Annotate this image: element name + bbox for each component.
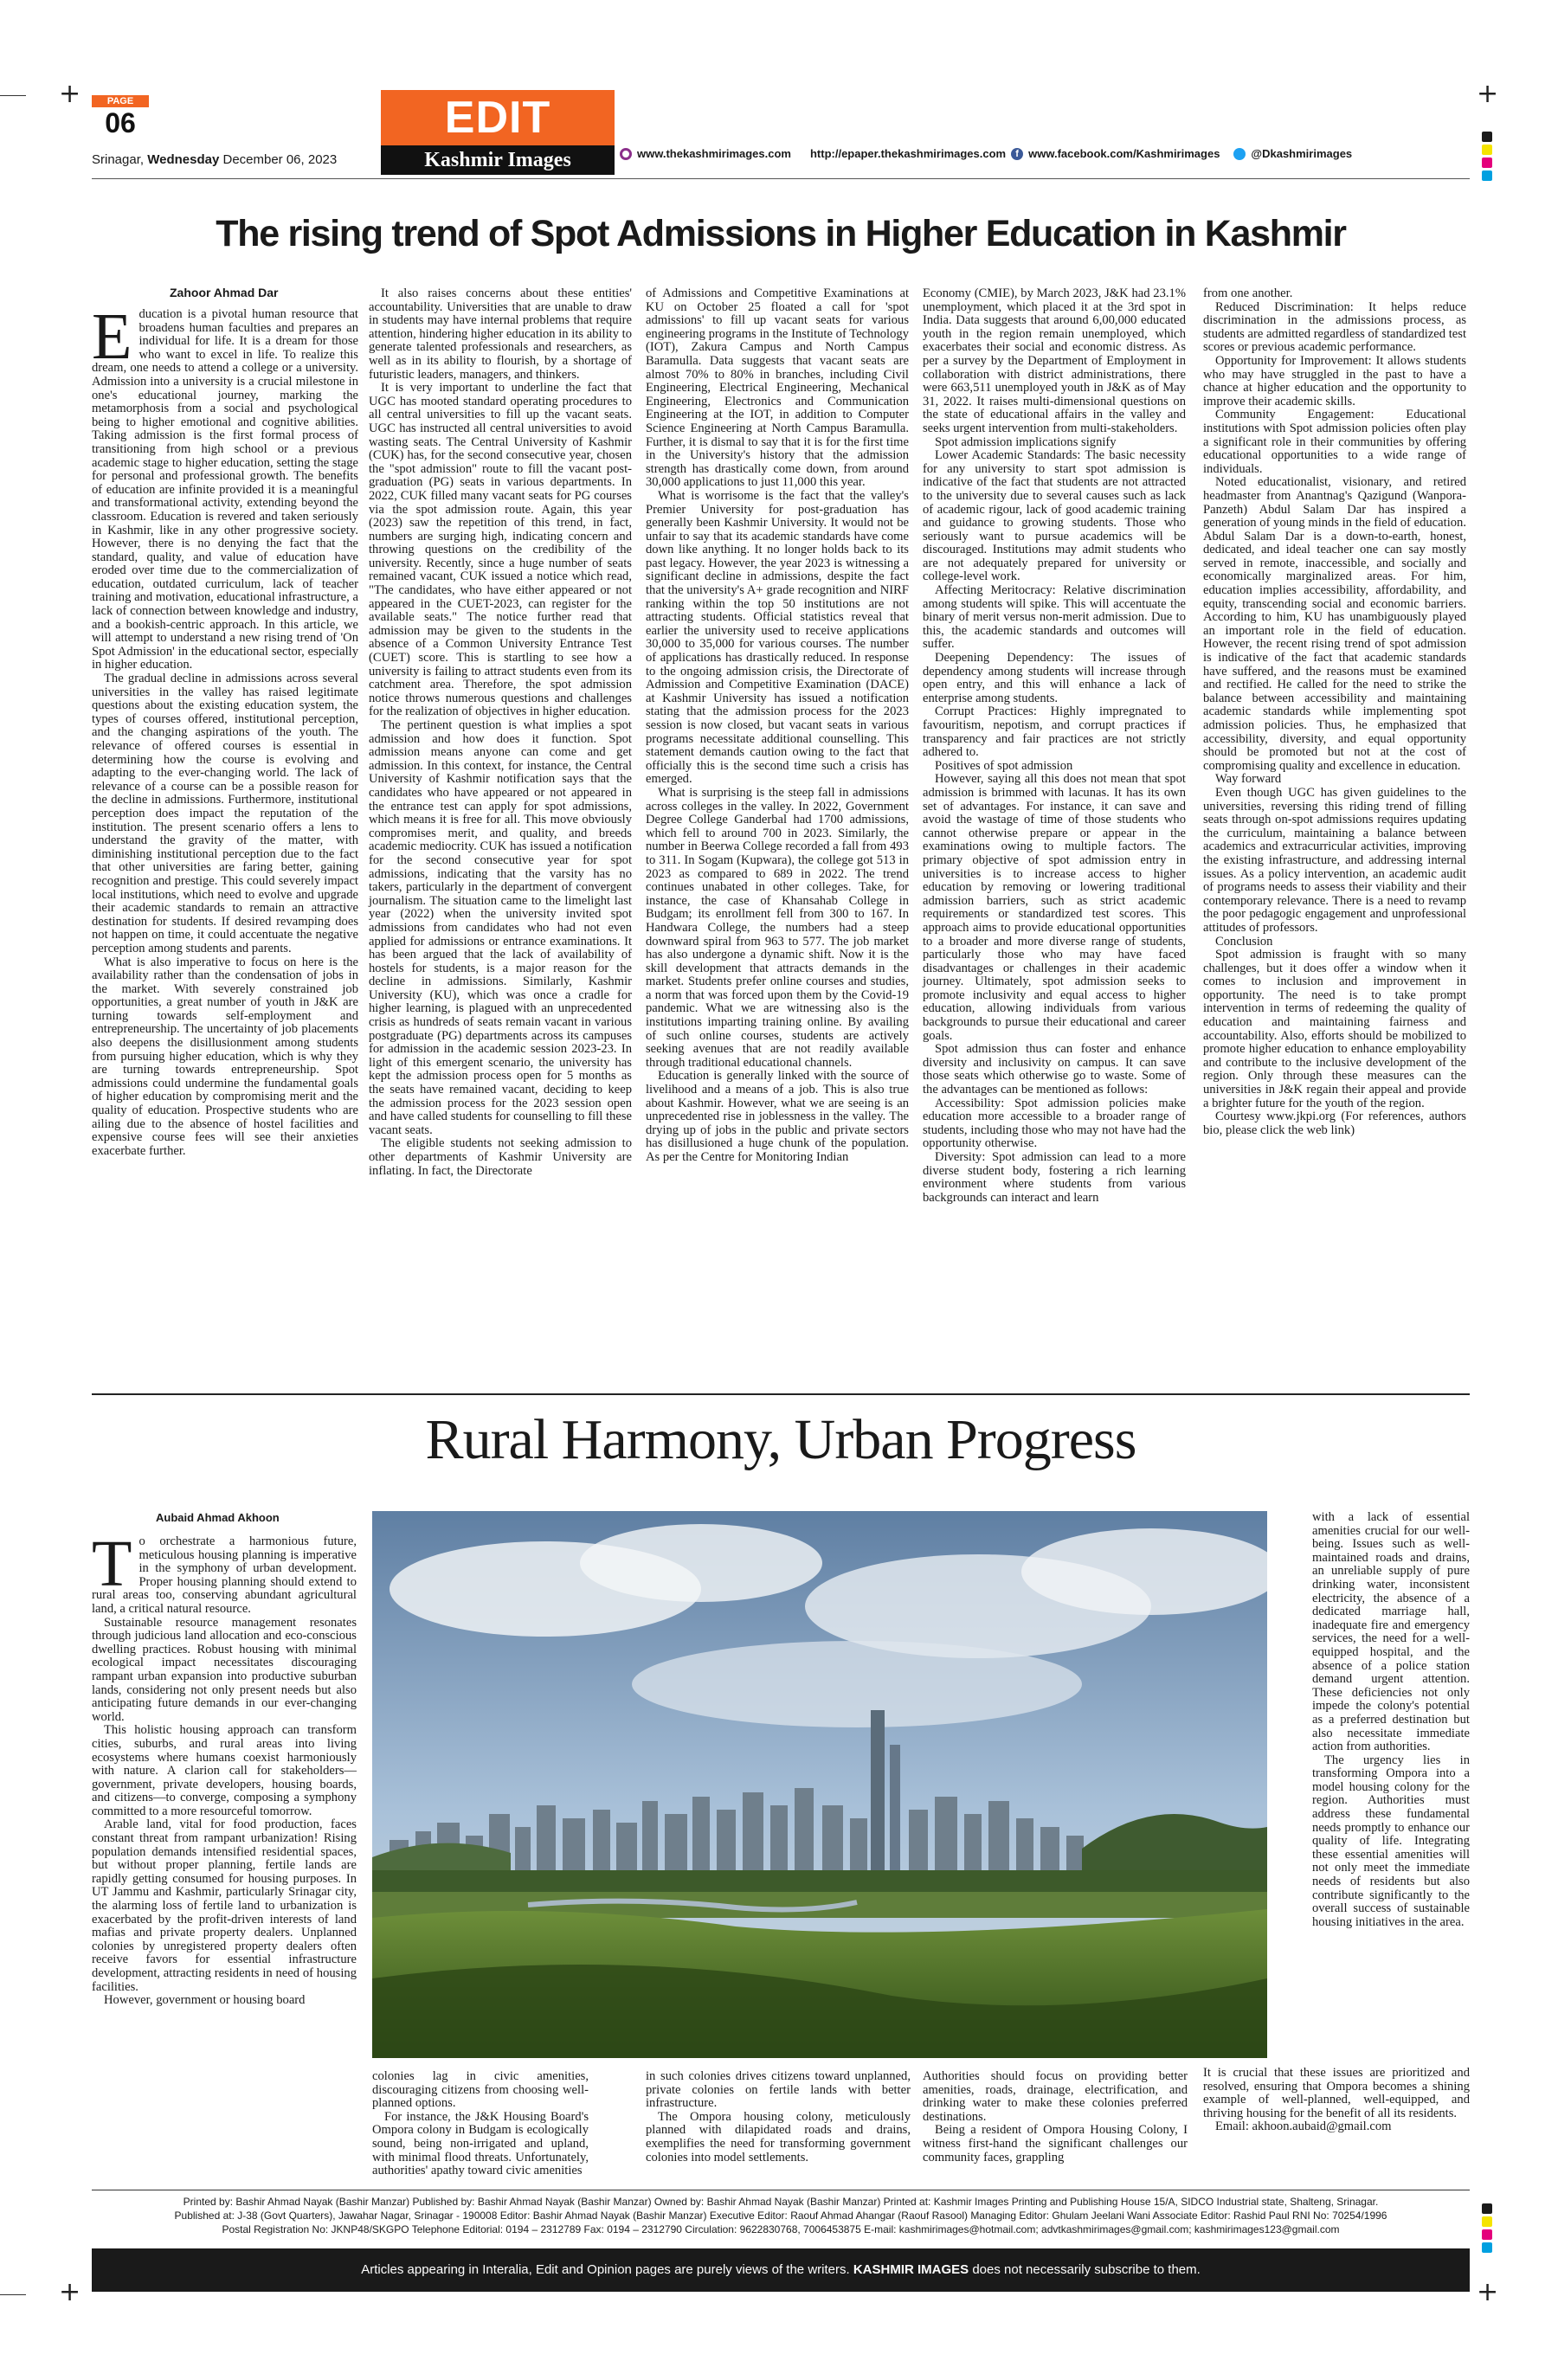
article-2-dropcap: T [92, 1528, 132, 1600]
disclaimer-text: Articles appearing in Interalia, Edit and Opinion pages are purely views of the writers. [361, 2262, 853, 2277]
paragraph: Lower Academic Standards: The basic necessity for any university to start spot admission is indicative of the fact that students are not attracted to the university due to several causes such as lack of academic rigour, lack of good academic training and guidance to growing students. Those who seriously want to pursue academics will be discouraged. Institutions may admit students who are not adequately prepared for university or college-level work. [923, 448, 1186, 584]
crop-line-bottom [0, 2294, 26, 2295]
epaper-link[interactable]: http://epaper.thekashmirimages.com [809, 147, 1007, 160]
paragraph: It is crucial that these issues are prioritized and resolved, ensuring that Ompora becomes a shining example of well-planned, well-equipped, and thriving housing for the benefit of all its residents. [1203, 2066, 1470, 2120]
color-swatch [1482, 2203, 1492, 2214]
disclaimer-bar [92, 2248, 1470, 2292]
imprint-line-3: Postal Registration No: JKNP48/SKGPO Telephone Editorial: 0194 – 2312789 Fax: 0194 – 2312790 Circulation: 9622830768, 7006453875 E-mail: kashmirimages@hotmail.com; advtkashmirimages@gmail.com; kashmirimages123@gmail.com [222, 2223, 1340, 2235]
article-1-dropcap: E [92, 300, 132, 373]
paragraph: Spot admission is fraught with so many challenges, but it does offer a window when it comes to inclusion and improvement in opportunity. The need is to take prompt intervention in terms of redeeming the quality of education and maintaining fairness and accountability. Also, efforts should be mobilized to promote higher education to enhance employability and contribute to the inclusive development of the region. Only through these measures can the universities in J&K regain their appeal and provide a brighter future for the youth of the region. [1203, 948, 1466, 1110]
paragraph: with a lack of essential amenities crucial for our well-being. Issues such as well-maintained roads and drains, an unreliable supply of pure drinking water, inconsistent electricity, the absence of a dedicated marriage hall, inadequate fire and emergency services, the need for a well-equipped hospital, and the absence of a police station demand urgent attention. These deficiencies not only impede the colony's potential as a preferred destination but also necessitate immediate action from authorities. [1312, 1510, 1470, 1754]
paragraph: The eligible students not seeking admission to other departments of Kashmir University are inflating. In fact, the Directorate [369, 1136, 632, 1178]
paragraph: For instance, the J&K Housing Board's Ompora colony in Budgam is ecologically sound, being non-irrigated and upland, with minimal flood threats. Unfortunately, authorities' apathy toward civic amenities [372, 2109, 589, 2178]
color-swatch [1482, 170, 1492, 181]
globe-icon [620, 148, 632, 160]
paragraph: Noted educationalist, visionary, and retired headmaster from Anantnag's Qazigund (Wanpora-Panzeth) Abdul Salam Dar has inspired a generation of young minds in the field of education. Abdul Salam Dar is a down-to-earth, honest, dedicated, and ideal teacher one can say mostly served in remote, inaccessible, and socially and economically marginalized areas. For him, education implies accessibility, affordability, and equity, transcending social and economic barriers. According to him, KU has unambiguously played an important role in the field of education. However, the recent rising trend of spot admission is indicative of the fact that academic standards have suffered, and the reasons must be examined and rectified. He called for the need to strike the balance between accessibility and maintaining academic standards while implementing spot admission policies. Thus, he emphasized that accessibility, diversity, and equal opportunity should be promoted but not at the cost of compromising quality and excellence in education. [1203, 475, 1466, 773]
paragraph: The pertinent question is what implies a spot admission and how does it function. Spot admission means anyone can come and get admission. In this context, for instance, the Central University of Kashmir notification says that the candidates who have appeared or not appeared in the entrance test can apply for spot admissions, which means it is free for all. This move obviously compromises merit, and quality, and breeds academic mediocrity. CUK has issued a notification for the second consecutive year for spot admissions, indicating that the varsity has no takers, particularly in the department of convergent journalism. The situation came to the limelight last year (2022) when the university invited spot admissions from candidates who had not even applied for admissions or entrance examinations. It has been argued that the lack of availability of hostels for students, is a major reason for the decline in admissions. Similarly, Kashmir University (KU), which was once a cradle for higher learning, is plagued with an unprecedented crisis as hundreds of seats remain vacant in various postgraduate (PG) departments across its campuses for admission in the academic session 2023-23. In light of this emergent scenario, the university has kept the admission process open for 5 months as the seats have remained vacant, deciding to keep the admission process for the 2023 session open and have called students for counselling to fill these vacant seats. [369, 718, 632, 1137]
imprint [92, 2195, 1470, 2236]
paragraph: Arable land, vital for food production, faces constant threat from rampant urbanization! Rising population demands intensified residential spaces, but without proper planning, fertile lands are rapidly getting consumed for housing purposes. In UT Jammu and Kashmir, particularly Srinagar city, the alarming loss of fertile land to urbanization is exacerbated by the profit-driven interests of land mafias and private property dealers. Unplanned colonies by unregistered property dealers often receive favors for essential infrastructure development, attracting residents in need of housing facilities. [92, 1817, 357, 1994]
article-2-byline: Aubaid Ahmad Akhoon [156, 1511, 280, 1524]
paragraph: However, government or housing board [104, 1993, 306, 2008]
paragraph: Spot admission thus can foster and enhance diversity and inclusivity on campus. It can save those seats which otherwise go to waste. Some of the advantages can be mentioned as follows: [923, 1042, 1186, 1097]
paragraph: Affecting Meritocracy: Relative discrimination among students will spike. This will accentuate the binary of merit versus non-merit admission. Due to this, the academic standards and outcomes will suffer. [923, 583, 1186, 652]
contact-strip [620, 147, 1399, 160]
paragraph: Email: akhoon.aubaid@gmail.com [1215, 2119, 1392, 2134]
paragraph: Courtesy www.jkpi.org (For references, authors bio, please click the web link) [1203, 1110, 1466, 1137]
website-link[interactable]: www.thekashmirimages.com [637, 147, 791, 160]
paragraph: Positives of spot admission [935, 758, 1073, 773]
article-2-column-5b [1203, 2067, 1470, 2145]
color-swatch [1482, 158, 1492, 168]
weekday: Wednesday [147, 152, 220, 167]
registration-mark-bottom-right: + [1477, 2277, 1499, 2307]
crop-line-top [0, 95, 26, 96]
paragraph: Spot admission implications signify [935, 434, 1117, 449]
color-swatch [1482, 132, 1492, 142]
article-1-column-1 [92, 300, 358, 1355]
registration-mark-top-right: + [1477, 79, 1499, 109]
color-swatch [1482, 2242, 1492, 2253]
article-2-column-2 [372, 2069, 589, 2178]
article-1-column-5 [1203, 287, 1466, 1283]
paragraph: Sustainable resource management resonates through judicious land allocation and eco-conscious dwelling practices. Robust housing with minimal ecological impact necessitates discouraging rampant urban expansion into productive suburban lands, considering not only present needs but also anticipating future demands in our ever-changing world. [92, 1615, 357, 1724]
date-prefix: Srinagar, [92, 152, 148, 167]
paragraph: Community Engagement: Educational institutions with Spot admission policies often play a significant role in their communities by offering educational opportunities to a wide range of individuals. [1203, 408, 1466, 476]
color-bar-bottom [1482, 2203, 1492, 2255]
article-1-column-4 [923, 287, 1186, 1355]
article-2-column-1 [92, 1528, 357, 2124]
paragraph: Diversity: Spot admission can lead to a more diverse student body, fostering a rich learning environment where students from various backgrounds can interact and learn [923, 1150, 1186, 1205]
paragraph: Economy (CMIE), by March 2023, J&K had 23.1% unemployment, which placed it at the 3rd spot in India. Data suggests that around 6,00,000 educated youth in the region remain unemployed, which exacerbates their social and economic distress. As per a survey by the Department of Employment in collaboration with district administrations, there were 663,511 unemployed youth in J&K as of May 31, 2022. It raises multi-dimensional questions on the state of educational affairs in the valley and seeks urgent intervention from multi-stakeholders. [923, 286, 1186, 435]
paragraph: Even though UGC has given guidelines to the universities, reversing this riding trend of filling seats through on-spot admissions requires updating the curriculum, maintaining a balance between academics and extracurricular activities, improving the existing infrastructure, and addressing internal issues. As a policy intervention, an academic audit of programs needs to assess their viability and their contemporary relevance. There is a need to revamp the poor pedagogic engagement and unprofessional attitudes of professors. [1203, 785, 1466, 935]
color-swatch [1482, 2216, 1492, 2227]
paragraph: from one another. [1203, 286, 1293, 300]
paragraph: However, saying all this does not mean that spot admission is brimmed with lacunas. It has its own set of advantages. For instance, it can save and avoid the wastage of time of those students who cannot otherwise prepare or appear in the examinations owing to multiple factors. The primary objective of spot admission entry in universities is to increase access to higher education by removing or lowering traditional admission barriers, such as strict academic requirements or standardized test scores. This approach aims to provide educational opportunities to a broader and more diverse range of students, particularly those who may have faced disadvantages or challenges in their academic journey. Ultimately, spot admission seeks to promote inclusivity and equal access to higher education, allowing individuals from various backgrounds to pursue their educational and career goals. [923, 772, 1186, 1043]
paragraph: Conclusion [1215, 934, 1273, 949]
paragraph: Being a resident of Ompora Housing Colony, I witness first-hand the significant challenges our community faces, grappling [923, 2123, 1188, 2165]
paragraph: Way forward [1215, 772, 1282, 787]
paragraph: Reduced Discrimination: It helps reduce discrimination in the admissions process, as students are admitted regardless of standardized test scores or previous academic performance. [1203, 299, 1466, 355]
color-swatch [1482, 2229, 1492, 2240]
article-2-column-5a [1312, 1511, 1470, 2065]
paragraph: Corrupt Practices: Highly impregnated to favouritism, nepotism, and corrupt practices if transparency and fair practices are not strictly adhered to. [923, 704, 1186, 760]
article-2-column-4 [923, 2069, 1188, 2165]
twitter-icon [1233, 148, 1246, 160]
paragraph: What is surprising is the steep fall in admissions across colleges in the valley. In 2022, Government Degree College Ganderbal had 1700 admissions, which fell to around 700 in 2023. Similarly, the number in Beerwa College recorded a fall from 493 to 311. In Sogam (Kupwara), the college got 513 in 2023 as compared to 689 in 2022. The trend continues unabated in other colleges. Take, for instance, the case of Khansahab College in Budgam; its enrollment fell from 300 to 167. In Handwara College, the numbers had a steep downward spiral from 963 to 577. The job market has also undergone a dynamic shift. Now it is the skill development that attracts demands in the market. Students prefer online courses and studies, a norm that was forced upon them by the Covid-19 pandemic. What we are witnessing also is the institutions imparting training online. By availing of such online courses, students are actively seeking avenues that are not readily available through traditional educational channels. [646, 785, 909, 1070]
paragraph: of Admissions and Competitive Examinations at KU on October 25 floated a call for 'spot admissions' to fill up vacant seats for various engineering programs in the Institute of Technology (IOT), Zakura Campus and North Campus Baramulla. Data suggests that vacant seats are almost 70% to 80% in branches, including Civil Engineering, Electrical Engineering, Mechanical Engineering, Electronics and Communication Engineering at the IOT, in addition to Computer Science Engineering at North Campus Baramulla. Further, it is dismal to say that it is for the first time in the University's history that the admission strength has drastically come down, from around 30,000 applications to just 11,000 this year. [646, 286, 909, 490]
date: December 06, 2023 [219, 152, 338, 167]
paragraph: ducation is a pivotal human resource that broadens human faculties and prepares an individual for life. It is a dream for those who want to excel in life. To realize this dream, one needs to attend a college or a university. Admission into a university is a crucial milestone in one's educational journey, marking the metamorphosis from a social and psychological being to higher emotional and cognitive abilities. Taking admission is the first formal process of transitioning from high school or a previous academic stage to higher education, setting the stage for personal and professional growth. The benefits of education are infinite provided it is a meaningful and transformational activity, extending beyond the classroom. Education is revered and taken seriously in Kashmir, like in any other progressive society. However, there is no denying the fact that the standard, quality, and value of education have eroded over time due to the commercialization of education, outdated curriculum, lack of teacher training and motivation, educational infrastructure, a lack of connection between knowledge and industry, and a bookish-centric approach. In this article, we will attempt to understand a new rising trend of 'On Spot Admission' in the educational sector, especially in higher education. [92, 307, 358, 672]
disclaimer-end: does not necessarily subscribe to them. [969, 2262, 1201, 2277]
article-1-headline: The rising trend of Spot Admissions in Higher Education in Kashmir [216, 213, 1346, 254]
facebook-link[interactable]: www.facebook.com/Kashmirimages [1028, 147, 1220, 160]
page-badge [92, 95, 149, 138]
article-1-column-2 [369, 287, 632, 1355]
twitter-handle[interactable]: @Dkashmirimages [1251, 147, 1353, 160]
paragraph: Deepening Dependency: The issues of dependency among students will increase through open entry, and this will enhance a lack of enterprise among students. [923, 651, 1186, 705]
color-swatch [1482, 145, 1492, 155]
paragraph: Authorities should focus on providing better amenities, roads, drainage, electrification, and drinking water to make these colonies preferred destinations. [923, 2069, 1188, 2124]
article-1-byline: Zahoor Ahmad Dar [170, 286, 279, 299]
article-2-col1-text [92, 1528, 357, 2008]
paragraph: The gradual decline in admissions across several universities in the valley has raised legitimate questions about the existing education system, the types of courses offered, institutional perception, and the changing aspirations of the youth. The relevance of offered courses is essential in determining how the course is evolving and adapting to the ever-changing world. The lack of relevance of a course can be a possible reason for the decline in admissions. Furthermore, institutional perception does impact the reputation of the institution. The present scenario offers a lens to understand the gravity of the matter, with diminishing institutional perception due to the fact that other universities are faring better, gaining recognition and prestige. This could severely impact local institutions, which need to evolve and upgrade their academic standards to remain an attractive destination for students. If desired revamping does not happen on time, it could accentuate the negative perception among students and parents. [92, 672, 358, 955]
facebook-icon: f [1011, 148, 1023, 160]
article-divider [92, 1393, 1470, 1395]
article-1-column-3 [646, 287, 909, 1355]
paragraph: What is worrisome is the fact that the valley's Premier University for post-graduation has generally been Kashmir University. It would not be unfair to say that its academic standards have come down like anything. It no longer holds back to its past legacy. However, the year 2023 is witnessing a significant decline in admissions, despite the fact that the university's A+ grade recognition and NIRF ranking within the top 50 institutions are not attracting students. Official statistics reveal that earlier the university used to receive applications 30,000 to 35,000 for various courses. The number of applications has drastically reduced. In response to the ongoing admission crisis, the Directorate of Admission and Competitive Examination (DACE) at Kashmir University has issued a notification stating that the admission process for the 2023 session is now closed, but vacant seats in various programs necessitate additional counselling. This statement demands caution owing to the fact that officially this is the second time such a crisis has emerged. [646, 488, 909, 787]
article-2-column-3 [646, 2069, 911, 2165]
disclaimer-brand: KASHMIR IMAGES [853, 2262, 969, 2277]
paragraph: o orchestrate a harmonious future, meticulous housing planning is imperative in the symphony of urban development. Proper housing planning should extend to rural areas too, conserving abundant agricultural land, a critical natural resource. [92, 1534, 357, 1616]
paragraph: It is very important to underline the fact that UGC has mooted standard operating procedures to all central universities to fill up the vacant seats. UGC has instructed all central universities to avoid wasting seats. The Central University of Kashmir (CUK) has, for the second consecutive year, chosen the "spot admission" route to fill the vacant post-graduation (PG) seats in various departments. In 2022, CUK filled many vacant seats for PG courses via the spot admission route. Again, this year (2023) saw the repetition of this trend, in fact, numbers are surging high, indicating concern and throwing questions on the credibility of the university. Recently, since a huge number of seats remained vacant, CUK issued a notice which read, "The candidates, who have either appeared or not appeared in the CUET-2023, can register for the available seats." The notice further read that admission may be given to the students in the absence of a Common University Entrance Test (CUET) score. This is startling to see how a university is failing to attract students even from its catchment area. Therefore, the spot admission notice throws numerous questions and challenges for the realization of objectives in higher education. [369, 381, 632, 719]
registration-mark-top-left: + [59, 79, 81, 109]
imprint-line-1: Printed by: Bashir Ahmad Nayak (Bashir Manzar) Published by: Bashir Ahmad Nayak (Bashir Manzar) Owned by: Bashir Ahmad Nayak (Bashir Manzar) Printed at: Kashmir Images Printing and Publishing House 15/A, SIDCO Industrial state, Shalteng, Srinagar. [183, 2196, 1379, 2208]
section-title: EDIT [381, 90, 615, 145]
masthead-rule [92, 178, 1470, 179]
color-bar-top [1482, 132, 1492, 183]
paragraph: Accessibility: Spot admission policies make education more accessible to a broader range of students, including those who may not have had the opportunity otherwise. [923, 1096, 1186, 1151]
paragraph: What is also imperative to focus on here is the availability rather than the condensation of jobs in the market. With severely constrained job opportunities, a great number of youth in J&K are turning towards self-employment and entrepreneurship. The uncertainty of job placements also deepens the disillusionment among students from pursuing higher education, which is why they are turning towards entrepreneurship. Spot admissions could undermine the fundamental goals of higher education by compromising merit and the quality of education. Prospective students who are ailing due to the absence of hostel facilities and expensive course fees will see their anxieties exacerbate further. [92, 955, 358, 1158]
paragraph: colonies lag in civic amenities, discouraging citizens from choosing well-planned options. [372, 2069, 589, 2111]
tall-tower [871, 1710, 885, 1875]
paragraph: in such colonies drives citizens toward unplanned, private colonies on fertile lands with better infrastructure. [646, 2069, 911, 2111]
page-number: 06 [105, 107, 136, 138]
city-landscape-photo [372, 1511, 1267, 2058]
paragraph: The urgency lies in transforming Ompora into a model housing colony for the region. Authorities must address these fundamental needs promptly to enhance our quality of life. Integrating these essential amenities will not only meet the immediate needs of residents but also contribute significantly to the overall success of sustainable housing initiatives in the area. [1312, 1753, 1470, 1929]
article-1-col1-text [92, 300, 358, 1158]
paragraph: This holistic housing approach can transform cities, suburbs, and rural areas into living ecosystems where humans coexist harmoniously with nature. A clarion call for stakeholders—government, private developers, housing boards, and citizens—to converge, composing a symphony committed to a more resourceful tomorrow. [92, 1723, 357, 1818]
paragraph: Opportunity for Improvement: It allows students who may have struggled in the past to have a chance at higher education and the opportunity to improve their academic skills. [1203, 353, 1466, 408]
paragraph: Education is generally linked with the source of livelihood and a means of a job. This is also true about Kashmir. However, what we are seeing is an unprecedented rise in joblessness in the valley. The drying up of jobs in the public and private sectors has disillusioned a huge chunk of the population. As per the Centre for Monitoring Indian [646, 1069, 909, 1164]
article-2-headline: Rural Harmony, Urban Progress [425, 1408, 1136, 1471]
issue-date [92, 152, 337, 167]
page-label: PAGE [92, 95, 149, 107]
registration-mark-bottom-left: + [59, 2277, 81, 2307]
city-landscape-illustration [372, 1511, 1267, 2058]
section-banner [381, 90, 615, 178]
brand-name: Kashmir Images [381, 145, 615, 175]
imprint-line-2: Published at: J-38 (Govt Quarters), Jawahar Nagar, Srinagar - 190008 Editor: Bashir Ahmad Nayak (Bashir Manzar) Executive Editor: Raouf Ahmad Ahangar (Raouf Rasool) Managing Editor: Ghulam Jeelani Wani Associate Editor: Rashid Paul RNI No: 70254/1996 [174, 2210, 1387, 2222]
paragraph: It also raises concerns about these entities' accountability. Universities that are unable to draw in students may have internal problems that require attention, hindering higher education in its ability to generate talented professionals and researchers, as well as in its ability to flourish, by a shortage of futuristic leaders, managers, and thinkers. [369, 286, 632, 382]
paragraph: The Ompora housing colony, meticulously planned with dilapidated roads and drains, exemplifies the need for transforming government colonies into model settlements. [646, 2109, 911, 2165]
